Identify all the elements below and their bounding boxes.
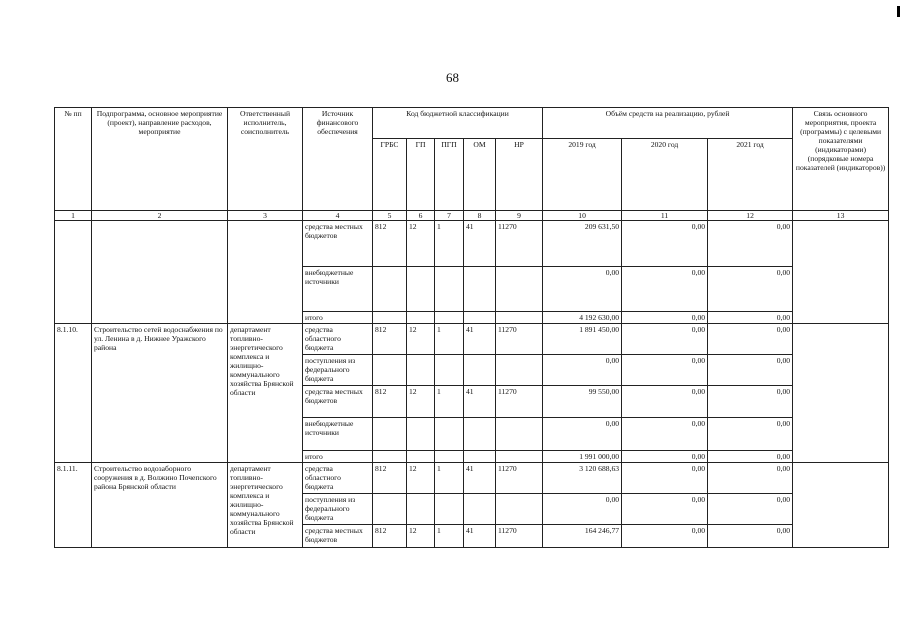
cell-responsible <box>228 221 303 324</box>
cell-no <box>55 221 92 324</box>
cell-2020: 0,00 <box>622 494 708 525</box>
column-number: 1 <box>55 211 92 221</box>
column-number: 5 <box>373 211 407 221</box>
header-volume: Объём средств на реализацию, рублей <box>543 108 793 139</box>
cell-source: средства местных бюджетов <box>303 525 373 548</box>
cell-2020: 0,00 <box>622 267 708 312</box>
cell-2021: 0,00 <box>708 324 793 355</box>
cell-2021: 0,00 <box>708 312 793 324</box>
column-number: 13 <box>793 211 889 221</box>
cell-grbs <box>373 355 407 386</box>
cell-source: итого <box>303 312 373 324</box>
column-number: 10 <box>543 211 622 221</box>
cell-2021: 0,00 <box>708 494 793 525</box>
cell-nr: 11270 <box>496 324 543 355</box>
cell-name: Строительство водозаборного сооружения в д. Волжино Почепского района Брянской области <box>92 463 228 548</box>
cell-gp <box>407 355 435 386</box>
cell-gp <box>407 267 435 312</box>
cell-nr: 11270 <box>496 386 543 418</box>
cell-2020: 0,00 <box>622 525 708 548</box>
cell-2021: 0,00 <box>708 221 793 267</box>
header-link: Связь основного мероприятия, проекта (программы) с целевыми показателями (индикаторами) (порядковые номера показателей (индикаторов)) <box>793 108 889 211</box>
cell-link <box>793 463 889 548</box>
cell-pgp <box>435 418 464 451</box>
cell-grbs <box>373 494 407 525</box>
cell-pgp <box>435 494 464 525</box>
cell-gp <box>407 451 435 463</box>
header-2021: 2021 год <box>708 139 793 211</box>
cell-gp: 12 <box>407 463 435 494</box>
cell-2019: 164 246,77 <box>543 525 622 548</box>
cell-gp <box>407 312 435 324</box>
cell-2019: 0,00 <box>543 418 622 451</box>
cell-om: 41 <box>464 525 496 548</box>
cell-pgp: 1 <box>435 324 464 355</box>
cell-2020: 0,00 <box>622 221 708 267</box>
column-number: 3 <box>228 211 303 221</box>
cell-2019: 3 120 688,63 <box>543 463 622 494</box>
cell-responsible: департамент топливно-энергетического комплекса и жилищно-коммунального хозяйства Брянской области <box>228 324 303 463</box>
cell-source: внебюджетные источники <box>303 267 373 312</box>
cell-grbs: 812 <box>373 386 407 418</box>
cell-2019: 4 192 630,00 <box>543 312 622 324</box>
cell-gp <box>407 494 435 525</box>
cell-2019: 1 991 000,00 <box>543 451 622 463</box>
column-number: 9 <box>496 211 543 221</box>
cell-no: 8.1.10. <box>55 324 92 463</box>
cell-pgp: 1 <box>435 525 464 548</box>
column-number: 8 <box>464 211 496 221</box>
header-row-1 <box>55 108 889 139</box>
cell-nr <box>496 312 543 324</box>
table-row <box>55 463 889 494</box>
cell-2019: 1 891 450,00 <box>543 324 622 355</box>
header-grbs: ГРБС <box>373 139 407 211</box>
column-number: 6 <box>407 211 435 221</box>
cell-2020: 0,00 <box>622 386 708 418</box>
cell-source: внебюджетные источники <box>303 418 373 451</box>
column-number-row <box>55 211 889 221</box>
cell-om <box>464 418 496 451</box>
cell-responsible: департамент топливно-энергетического комплекса и жилищно-коммунального хозяйства Брянской области <box>228 463 303 548</box>
header-2020: 2020 год <box>622 139 708 211</box>
column-number: 11 <box>622 211 708 221</box>
header-budget-code: Код бюджетной классификации <box>373 108 543 139</box>
cell-2021: 0,00 <box>708 418 793 451</box>
cell-source: средства местных бюджетов <box>303 386 373 418</box>
cell-pgp: 1 <box>435 221 464 267</box>
cell-nr <box>496 267 543 312</box>
column-number: 12 <box>708 211 793 221</box>
cell-2020: 0,00 <box>622 324 708 355</box>
cell-source: средства областного бюджета <box>303 463 373 494</box>
cell-2019: 0,00 <box>543 494 622 525</box>
header-gp: ГП <box>407 139 435 211</box>
cell-no: 8.1.11. <box>55 463 92 548</box>
table-row <box>55 221 889 267</box>
cell-pgp <box>435 267 464 312</box>
cell-grbs <box>373 418 407 451</box>
cell-nr: 11270 <box>496 221 543 267</box>
cell-pgp <box>435 355 464 386</box>
header-nr: НР <box>496 139 543 211</box>
cell-grbs: 812 <box>373 221 407 267</box>
cell-pgp: 1 <box>435 463 464 494</box>
header-source: Источник финансового обеспечения <box>303 108 373 211</box>
cell-2020: 0,00 <box>622 355 708 386</box>
cell-name <box>92 221 228 324</box>
header-2019: 2019 год <box>543 139 622 211</box>
cell-source: средства местных бюджетов <box>303 221 373 267</box>
header-pgp: ПГП <box>435 139 464 211</box>
cell-source: средства областного бюджета <box>303 324 373 355</box>
cell-gp: 12 <box>407 525 435 548</box>
cell-2021: 0,00 <box>708 451 793 463</box>
cell-pgp <box>435 451 464 463</box>
cell-nr <box>496 418 543 451</box>
cell-gp: 12 <box>407 221 435 267</box>
table-row <box>55 324 889 355</box>
cell-2019: 0,00 <box>543 267 622 312</box>
cell-2021: 0,00 <box>708 525 793 548</box>
cell-grbs: 812 <box>373 525 407 548</box>
cell-name: Строительство сетей водоснабжения по ул. Ленина в д. Нижнее Уражского района <box>92 324 228 463</box>
header-no: № пп <box>55 108 92 211</box>
cell-om <box>464 267 496 312</box>
cell-nr: 11270 <box>496 463 543 494</box>
column-number: 2 <box>92 211 228 221</box>
cell-gp: 12 <box>407 324 435 355</box>
cell-grbs: 812 <box>373 463 407 494</box>
cell-om: 41 <box>464 221 496 267</box>
cell-nr <box>496 355 543 386</box>
cell-om <box>464 451 496 463</box>
cell-2020: 0,00 <box>622 418 708 451</box>
cell-om <box>464 312 496 324</box>
cell-grbs <box>373 267 407 312</box>
cell-2020: 0,00 <box>622 451 708 463</box>
page-number: 68 <box>446 70 459 85</box>
column-number: 4 <box>303 211 373 221</box>
cell-pgp: 1 <box>435 386 464 418</box>
cell-source: итого <box>303 451 373 463</box>
cell-2021: 0,00 <box>708 355 793 386</box>
cell-2019: 99 550,00 <box>543 386 622 418</box>
cell-2021: 0,00 <box>708 463 793 494</box>
cell-om: 41 <box>464 324 496 355</box>
cell-2021: 0,00 <box>708 267 793 312</box>
cell-om <box>464 355 496 386</box>
cell-2019: 0,00 <box>543 355 622 386</box>
cell-2020: 0,00 <box>622 463 708 494</box>
cell-link <box>793 221 889 324</box>
cell-source: поступления из федерального бюджета <box>303 355 373 386</box>
cell-gp <box>407 418 435 451</box>
cell-om: 41 <box>464 386 496 418</box>
column-number: 7 <box>435 211 464 221</box>
header-responsible: Ответственный исполнитель, соисполнитель <box>228 108 303 211</box>
cell-pgp <box>435 312 464 324</box>
cell-link <box>793 324 889 463</box>
cell-2020: 0,00 <box>622 312 708 324</box>
budget-table <box>54 107 889 548</box>
cell-nr <box>496 494 543 525</box>
cell-grbs <box>373 451 407 463</box>
cell-2019: 209 631,50 <box>543 221 622 267</box>
cell-nr: 11270 <box>496 525 543 548</box>
cell-gp: 12 <box>407 386 435 418</box>
cell-om: 41 <box>464 463 496 494</box>
header-subprogram: Подпрограмма, основное мероприятие (проект), направление расходов, мероприятие <box>92 108 228 211</box>
header-om: ОМ <box>464 139 496 211</box>
corner-mark <box>897 6 900 17</box>
cell-nr <box>496 451 543 463</box>
cell-om <box>464 494 496 525</box>
cell-grbs <box>373 312 407 324</box>
cell-grbs: 812 <box>373 324 407 355</box>
cell-source: поступления из федерального бюджета <box>303 494 373 525</box>
cell-2021: 0,00 <box>708 386 793 418</box>
